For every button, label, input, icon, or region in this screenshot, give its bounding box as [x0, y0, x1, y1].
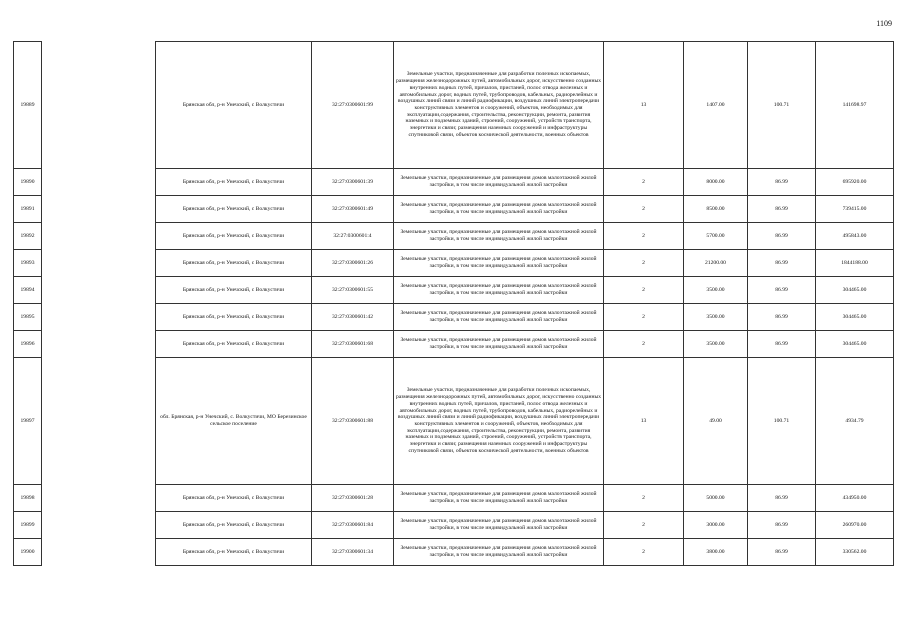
row-address: Брянская обл, р-н Унечский, с Волкустичи — [156, 485, 312, 512]
land-registry-table — [13, 41, 894, 566]
row-gap — [42, 277, 156, 304]
row-cadastral: 32:27:0300601:84 — [312, 512, 394, 539]
table-row — [14, 358, 894, 485]
row-code: 2 — [604, 250, 684, 277]
row-code: 2 — [604, 223, 684, 250]
row-area: 8000.00 — [684, 169, 748, 196]
row-area: 3500.00 — [684, 304, 748, 331]
row-area: 3800.00 — [684, 539, 748, 566]
table-row — [14, 512, 894, 539]
row-cadastral: 32:27:0300601:4 — [312, 223, 394, 250]
row-id: 19896 — [14, 331, 42, 358]
row-id: 19897 — [14, 358, 42, 485]
row-area: 49.00 — [684, 358, 748, 485]
row-gap — [42, 331, 156, 358]
row-rate: 86.99 — [748, 277, 816, 304]
row-gap — [42, 485, 156, 512]
table-row — [14, 223, 894, 250]
row-purpose: Земельные участки, предназначенные для разработки полезных ископаемых, размещения железнодорожных путей, автомобильных дорог, искусственно созданных внутренних водных путей, причалов, пристаней, полос отвода железных и автомобильных дорог, водных путей, трубопроводов, кабельных, радиорелейных и воздушных линий связи и линий радиофикации, воздушных линий электропередачи конструктивных элементов и сооружений, объектов, необходимых для эксплуатации,содержания, строительства, реконструкции, ремонта, развития наземных и подземных зданий, строений, сооружений, устройств транспорта, энергетики и связи; размещения наземных сооружений и инфраструктуры спутниковой связи, объектов космической деятельности, военных объектов — [394, 42, 604, 169]
table-row — [14, 42, 894, 169]
row-purpose: Земельные участки, предназначенные для размещения домов малоэтажной жилой застройки, в том числе индивидуальной жилой застройки — [394, 512, 604, 539]
row-address: Брянская обл, р-н Унечский, с Волкустичи — [156, 169, 312, 196]
row-purpose: Земельные участки, предназначенные для размещения домов малоэтажной жилой застройки, в том числе индивидуальной жилой застройки — [394, 169, 604, 196]
row-gap — [42, 358, 156, 485]
row-code: 2 — [604, 169, 684, 196]
row-purpose: Земельные участки, предназначенные для размещения домов малоэтажной жилой застройки, в том числе индивидуальной жилой застройки — [394, 277, 604, 304]
row-rate: 100.71 — [748, 358, 816, 485]
row-gap — [42, 196, 156, 223]
row-area: 21200.00 — [684, 250, 748, 277]
row-purpose: Земельные участки, предназначенные для размещения домов малоэтажной жилой застройки, в том числе индивидуальной жилой застройки — [394, 539, 604, 566]
row-rate: 86.99 — [748, 304, 816, 331]
row-purpose: Земельные участки, предназначенные для размещения домов малоэтажной жилой застройки, в том числе индивидуальной жилой застройки — [394, 331, 604, 358]
row-code: 13 — [604, 42, 684, 169]
row-rate: 100.71 — [748, 42, 816, 169]
row-purpose: Земельные участки, предназначенные для размещения домов малоэтажной жилой застройки, в том числе индивидуальной жилой застройки — [394, 250, 604, 277]
row-purpose: Земельные участки, предназначенные для размещения домов малоэтажной жилой застройки, в том числе индивидуальной жилой застройки — [394, 485, 604, 512]
table-row — [14, 169, 894, 196]
row-value: 495843.00 — [816, 223, 894, 250]
row-code: 2 — [604, 196, 684, 223]
row-address: Брянская обл, р-н Унечский, с Волкустичи — [156, 331, 312, 358]
row-cadastral: 32:27:0300601:49 — [312, 196, 394, 223]
row-purpose: Земельные участки, предназначенные для размещения домов малоэтажной жилой застройки, в том числе индивидуальной жилой застройки — [394, 304, 604, 331]
row-cadastral: 32:27:0300601:28 — [312, 485, 394, 512]
row-area: 1407.00 — [684, 42, 748, 169]
row-value: 304465.00 — [816, 304, 894, 331]
table-row — [14, 304, 894, 331]
row-cadastral: 32:27:0300601:68 — [312, 331, 394, 358]
row-rate: 86.99 — [748, 539, 816, 566]
row-address: Брянская обл, р-н Унечский, с Волкустичи — [156, 277, 312, 304]
row-id: 19899 — [14, 512, 42, 539]
row-gap — [42, 250, 156, 277]
row-value: 434950.00 — [816, 485, 894, 512]
row-rate: 86.99 — [748, 512, 816, 539]
row-code: 2 — [604, 304, 684, 331]
row-rate: 86.99 — [748, 169, 816, 196]
row-gap — [42, 169, 156, 196]
row-cadastral: 32:27:0300601:39 — [312, 169, 394, 196]
row-value: 330562.00 — [816, 539, 894, 566]
row-purpose: Земельные участки, предназначенные для размещения домов малоэтажной жилой застройки, в том числе индивидуальной жилой застройки — [394, 196, 604, 223]
row-gap — [42, 512, 156, 539]
row-value: 739415.00 — [816, 196, 894, 223]
row-gap — [42, 304, 156, 331]
row-rate: 86.99 — [748, 331, 816, 358]
row-rate: 86.99 — [748, 223, 816, 250]
table-row — [14, 196, 894, 223]
row-code: 13 — [604, 358, 684, 485]
row-address: Брянская обл, р-н Унечский, с Волкустичи — [156, 42, 312, 169]
row-id: 19900 — [14, 539, 42, 566]
row-address: Брянская обл, р-н Унечский, с Волкустичи — [156, 250, 312, 277]
row-id: 19898 — [14, 485, 42, 512]
row-id: 19891 — [14, 196, 42, 223]
row-value: 1844188.00 — [816, 250, 894, 277]
page-number: 1109 — [876, 19, 892, 28]
row-cadastral: 32:27:0300601:88 — [312, 358, 394, 485]
row-address: Брянская обл, р-н Унечский, с Волкустичи — [156, 223, 312, 250]
row-cadastral: 32:27:0300601:34 — [312, 539, 394, 566]
row-value: 695920.00 — [816, 169, 894, 196]
row-address: Брянская обл, р-н Унечский, с Волкустичи — [156, 539, 312, 566]
row-gap — [42, 223, 156, 250]
row-gap — [42, 42, 156, 169]
row-area: 3500.00 — [684, 277, 748, 304]
row-purpose: Земельные участки, предназначенные для разработки полезных ископаемых, размещения железнодорожных путей, автомобильных дорог, искусственно созданных внутренних водных путей, причалов, пристаней, полос отвода железных и автомобильных дорог, водных путей, трубопроводов, кабельных, радиорелейных и воздушных линий связи и линий радиофикации, воздушных линий электропередачи конструктивных элементов и сооружений, объектов, необходимых для эксплуатации,содержания, строительства, реконструкции, ремонта, развития наземных и подземных зданий, строений, сооружений, устройств транспорта, энергетики и связи; размещения наземных сооружений и инфраструктуры спутниковой связи, объектов космической деятельности, военных объектов — [394, 358, 604, 485]
row-id: 19894 — [14, 277, 42, 304]
row-cadastral: 32:27:0300601:55 — [312, 277, 394, 304]
row-id: 19892 — [14, 223, 42, 250]
row-id: 19895 — [14, 304, 42, 331]
row-area: 5000.00 — [684, 485, 748, 512]
row-code: 2 — [604, 485, 684, 512]
row-area: 3000.00 — [684, 512, 748, 539]
row-value: 260970.00 — [816, 512, 894, 539]
row-code: 2 — [604, 512, 684, 539]
row-id: 19889 — [14, 42, 42, 169]
row-cadastral: 32:27:0300601:26 — [312, 250, 394, 277]
row-rate: 86.99 — [748, 485, 816, 512]
table-row — [14, 539, 894, 566]
row-code: 2 — [604, 331, 684, 358]
row-gap — [42, 539, 156, 566]
row-purpose: Земельные участки, предназначенные для размещения домов малоэтажной жилой застройки, в том числе индивидуальной жилой застройки — [394, 223, 604, 250]
row-code: 2 — [604, 277, 684, 304]
table-row — [14, 331, 894, 358]
row-area: 8500.00 — [684, 196, 748, 223]
row-area: 5700.00 — [684, 223, 748, 250]
row-value: 304465.00 — [816, 331, 894, 358]
row-rate: 86.99 — [748, 250, 816, 277]
row-value: 304465.00 — [816, 277, 894, 304]
row-cadastral: 32:27:0300601:42 — [312, 304, 394, 331]
row-cadastral: 32:27:0300601:99 — [312, 42, 394, 169]
row-address: Брянская обл, р-н Унечский, с Волкустичи — [156, 512, 312, 539]
table-row — [14, 485, 894, 512]
row-address: обл. Брянская, р-н Унечский, с. Волкустичи, МО Березинское сельское поселение — [156, 358, 312, 485]
row-id: 19893 — [14, 250, 42, 277]
row-address: Брянская обл, р-н Унечский, с Волкустичи — [156, 304, 312, 331]
row-code: 2 — [604, 539, 684, 566]
table-row — [14, 277, 894, 304]
row-value: 4934.79 — [816, 358, 894, 485]
row-rate: 86.99 — [748, 196, 816, 223]
table-row — [14, 250, 894, 277]
row-address: Брянская обл, р-н Унечский, с Волкустичи — [156, 196, 312, 223]
row-area: 3500.00 — [684, 331, 748, 358]
row-id: 19890 — [14, 169, 42, 196]
row-value: 141698.97 — [816, 42, 894, 169]
